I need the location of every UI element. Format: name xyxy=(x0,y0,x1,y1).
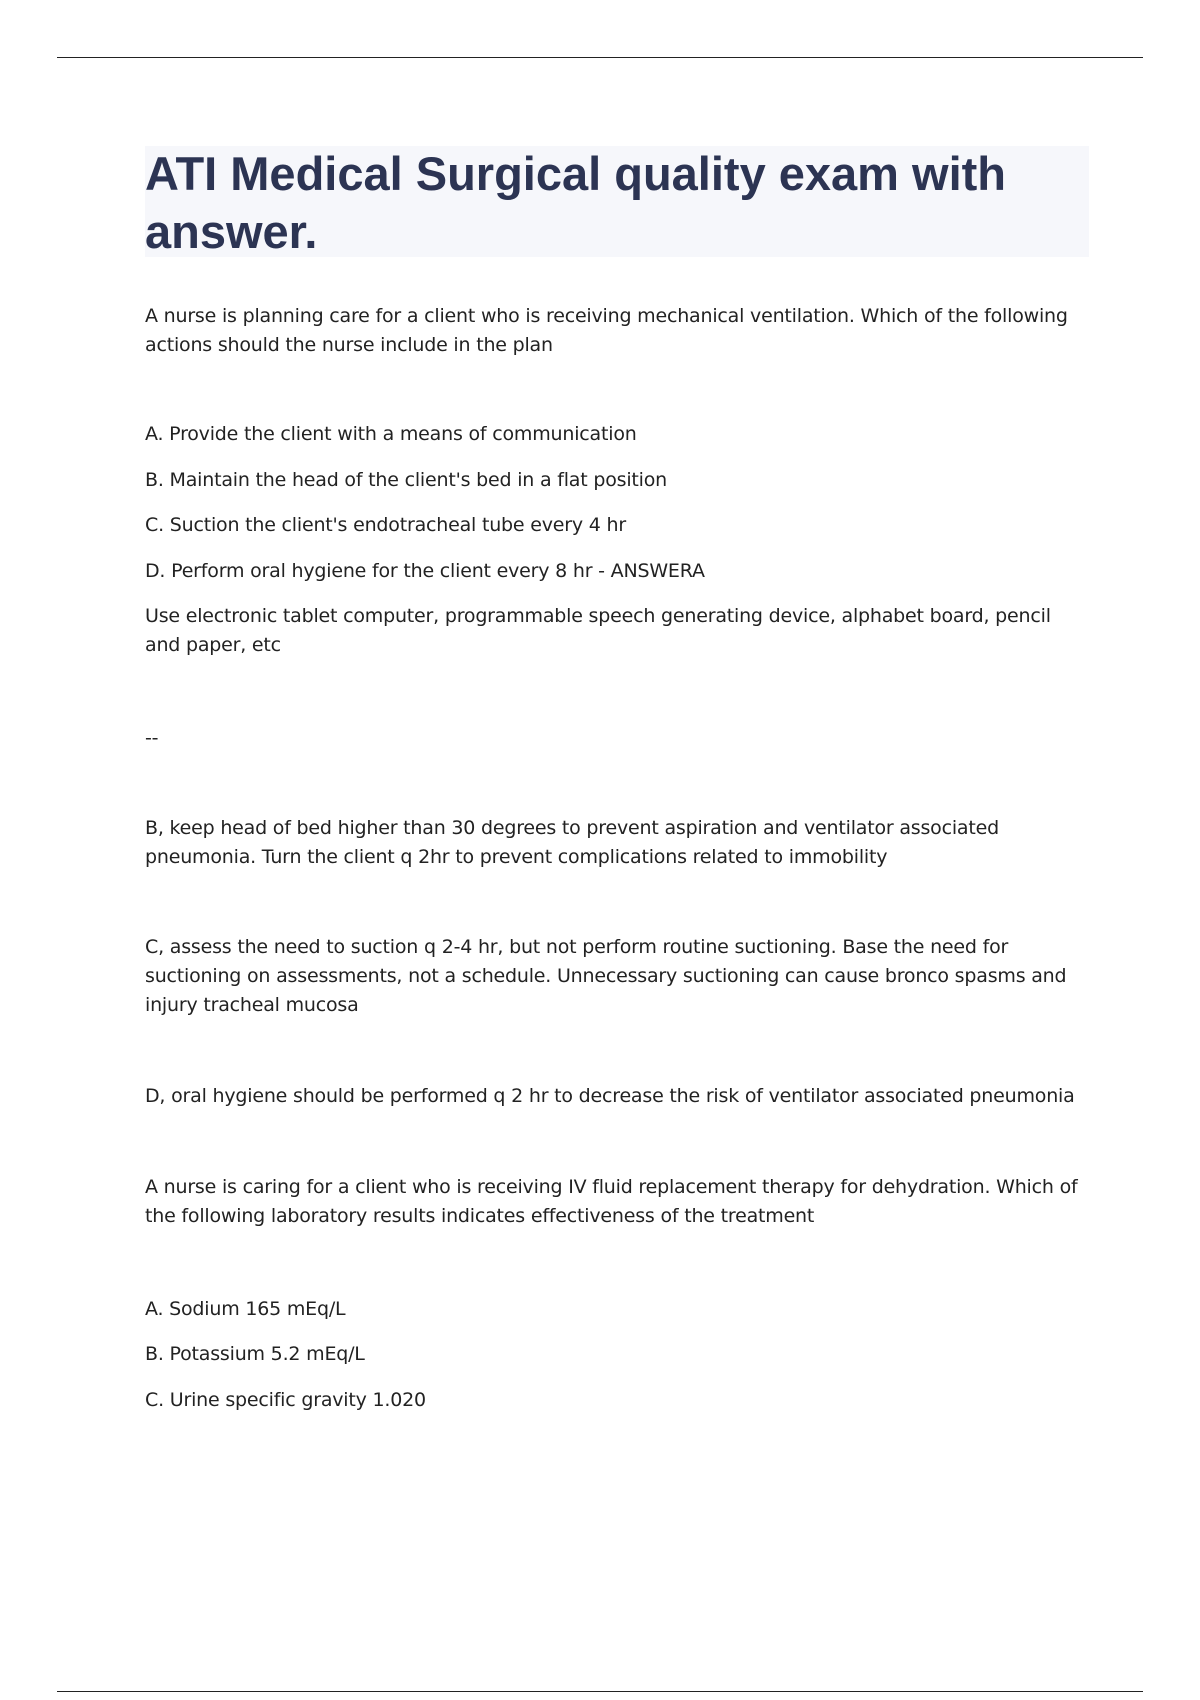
question-2-stem: A nurse is caring for a client who is receiving IV fluid replacement therapy for dehydration. Which of the following laboratory results indicates effectiveness of the treatment xyxy=(145,1176,1078,1227)
question-1-option-b: B. Maintain the head of the client's bed in a flat position xyxy=(145,469,667,491)
question-2-option-c: C. Urine specific gravity 1.020 xyxy=(145,1389,426,1411)
question-1-option-a: A. Provide the client with a means of communication xyxy=(145,423,637,445)
question-1-answer-explanation: Use electronic tablet computer, programmable speech generating device, alphabet board, pencil and paper, etc xyxy=(145,605,1051,656)
question-1-option-c: C. Suction the client's endotracheal tube every 4 hr xyxy=(145,514,626,536)
question-2-option-a: A. Sodium 165 mEq/L xyxy=(145,1298,346,1320)
question-1-option-d: D. Perform oral hygiene for the client every 8 hr - ANSWERA xyxy=(145,560,705,582)
document-title: ATI Medical Surgical quality exam with answer. xyxy=(145,147,1007,258)
footer-rule xyxy=(57,1691,1143,1692)
rationale-c: C, assess the need to suction q 2-4 hr, but not perform routine suctioning. Base the need for suctioning on assessments, not a schedule. Unnecessary suctioning can cause bronco spasms and injury tracheal mucosa xyxy=(145,936,1067,1016)
question-1-stem: A nurse is planning care for a client who is receiving mechanical ventilation. Which of the following actions should the nurse include in the plan xyxy=(145,305,1068,356)
separator: -- xyxy=(145,727,159,749)
rationale-d: D, oral hygiene should be performed q 2 hr to decrease the risk of ventilator associated pneumonia xyxy=(145,1085,1075,1107)
header-rule xyxy=(57,57,1143,58)
question-2-option-b: B. Potassium 5.2 mEq/L xyxy=(145,1343,365,1365)
rationale-b: B, keep head of bed higher than 30 degrees to prevent aspiration and ventilator associated pneumonia. Turn the client q 2hr to prevent complications related to immobility xyxy=(145,817,999,868)
